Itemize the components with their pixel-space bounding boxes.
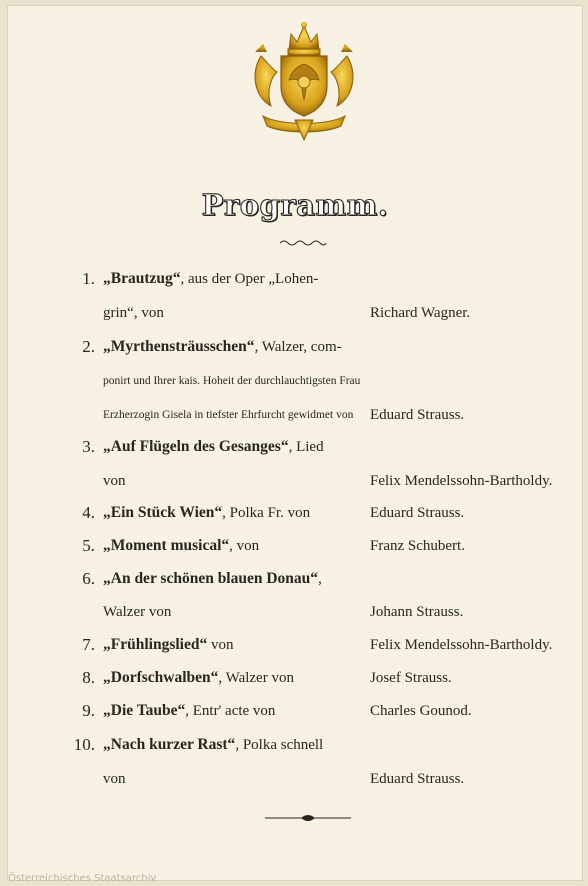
composer-name: Eduard Strauss. [370,505,465,521]
work-description-continued: ponirt und Ihrer kais. Hoheit der durchlauchtigsten Frau [103,375,361,387]
work-description: von [207,637,234,653]
item-number: 10. [73,735,95,754]
closing-ornament-icon [263,812,353,824]
work-title: „Nach kurzer Rast“ [103,736,236,753]
program-item-2-line-3 [8,402,582,428]
item-number: 3. [82,437,95,456]
program-item-4 [8,500,582,526]
ornament-icon [278,238,328,248]
program-item-5 [8,533,582,559]
work-title: „Ein Stück Wien“ [103,504,223,521]
work-title: „Brautzug“ [103,270,181,287]
work-description: , Walzer, com- [254,339,342,355]
work-title: „Frühlingslied“ [103,636,208,653]
work-description-continued: von [103,771,126,787]
work-title: „Moment musical“ [103,537,230,554]
work-description: , [318,571,322,587]
program-item-1-line-2 [8,300,582,326]
work-title: „Die Taube“ [103,702,186,719]
work-description: , Walzer von [218,670,294,686]
work-description: , Polka Fr. von [222,505,311,521]
program-item-3-line-2 [8,468,582,494]
program-item-1 [8,266,582,292]
program-item-7 [8,632,582,658]
composer-name: Richard Wagner. [370,305,471,321]
composer-name: Felix Mendelssohn-Bartholdy. [370,473,553,489]
item-number: 2. [82,337,95,356]
composer-name: Felix Mendelssohn-Bartholdy. [370,637,553,653]
program-title: Programm. [201,188,389,222]
composer-name: Charles Gounod. [370,703,472,719]
work-title: „Auf Flügeln des Gesanges“ [103,438,289,455]
archive-watermark: Österreichisches Staatsarchiv [8,873,157,884]
item-number: 1. [82,269,95,288]
item-number: 6. [82,569,95,588]
program-item-3 [8,434,582,460]
composer-name: Josef Strauss. [370,670,452,686]
work-description-continued: Walzer von [103,604,172,620]
work-description: , von [229,538,260,554]
composer-name: Johann Strauss. [370,604,464,620]
work-description: , Polka schnell [235,737,324,753]
work-description-continued: von [103,473,126,489]
program-item-6-line-2 [8,599,582,625]
item-number: 9. [82,701,95,720]
composer-name: Eduard Strauss. [370,407,465,423]
program-item-6 [8,566,582,592]
work-description-continued: Erzherzogin Gisela in tiefster Ehrfurcht gewidmet von [103,409,354,421]
program-card [8,6,582,880]
coat-of-arms-icon [241,16,367,144]
item-number: 7. [82,635,95,654]
item-number: 8. [82,668,95,687]
work-title: „Dorfschwalben“ [103,669,219,686]
work-description: , Entr' acte von [185,703,276,719]
program-item-9 [8,698,582,724]
work-description-continued: grin“, von [103,305,164,321]
work-title: „Myrthensträusschen“ [103,338,255,355]
program-item-2 [8,334,582,360]
composer-name: Eduard Strauss. [370,771,465,787]
program-item-10-line-2 [8,766,582,792]
program-item-2-line-2 [8,368,582,394]
program-item-8 [8,665,582,691]
work-description: , aus der Oper „Lohen- [180,271,319,287]
item-number: 4. [82,503,95,522]
program-item-10 [8,732,582,758]
work-title: „An der schönen blauen Donau“ [103,570,319,587]
composer-name: Franz Schubert. [370,538,465,554]
work-description: , Lied [288,439,324,455]
item-number: 5. [82,536,95,555]
